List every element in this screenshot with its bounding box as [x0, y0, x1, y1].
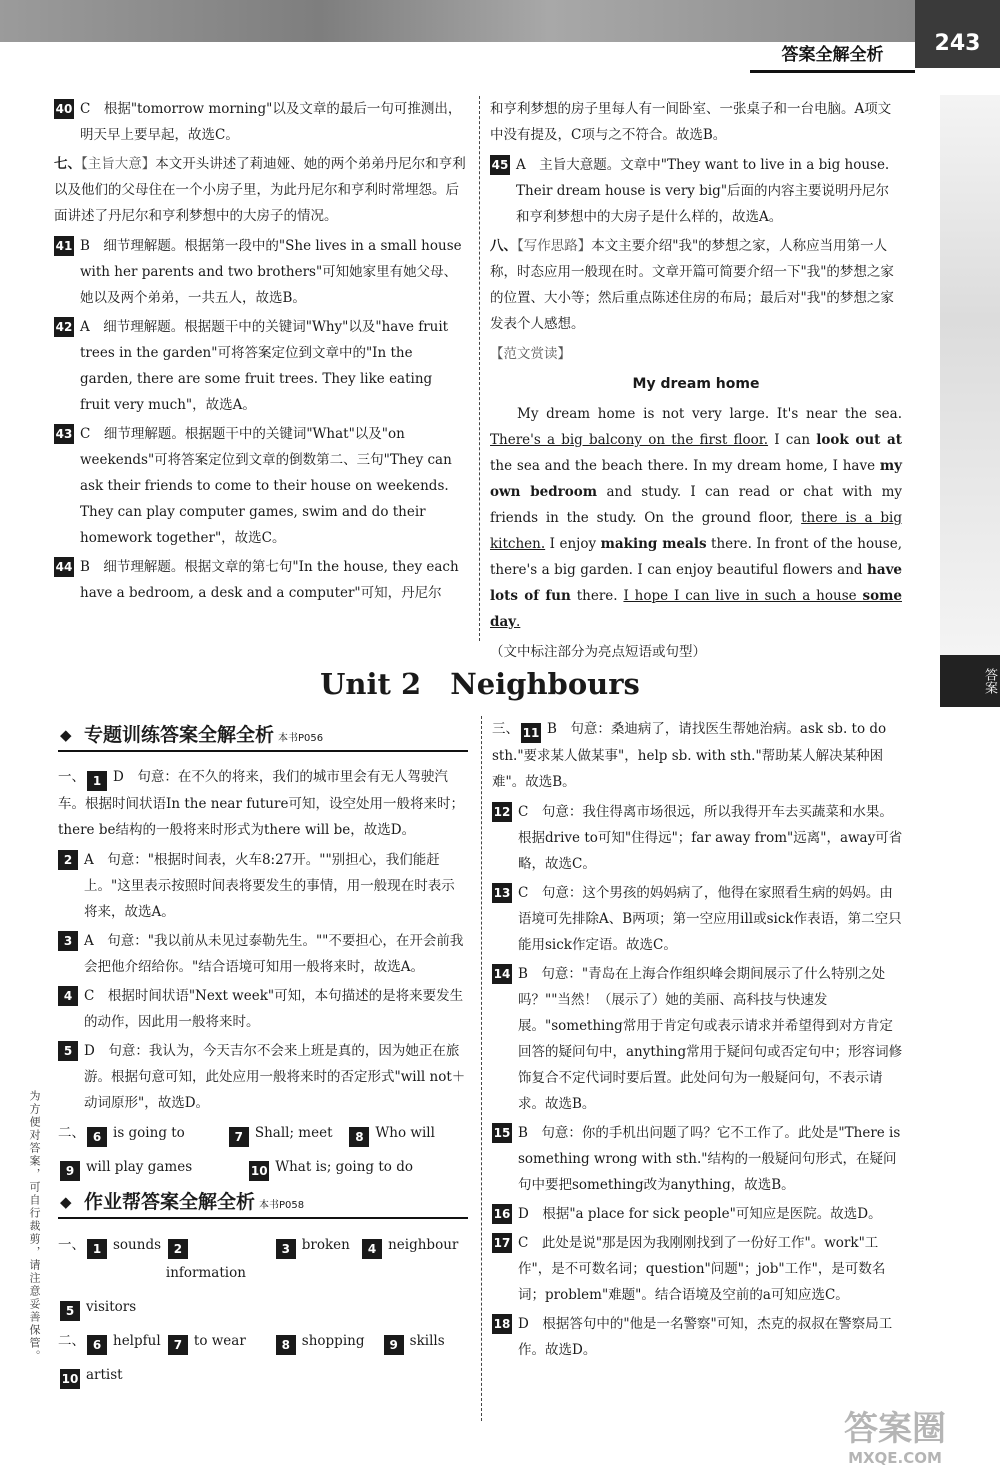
- answer-text: D 句意：在不久的将来，我们的城市里会有无人驾驶汽车。根据时间状语In the near future可知，设空处用一般将来时；there be结构的一般将来时形式为there will be，故选D。: [58, 769, 464, 838]
- answer-item: [58, 983, 468, 1035]
- question-number: 11: [521, 723, 541, 743]
- answer-text: C 细节理解题。根据题干中的关键词"What"以及"on weekends"可将答案定位到文章的倒数第二、三句"They can ask their friends to come to their house on weekends. They can play computer games, swim and do their homework together"，故选C。: [80, 426, 452, 546]
- top-left-column: [54, 96, 466, 609]
- question-number: 5: [58, 1041, 78, 1061]
- column-divider-top: [479, 96, 480, 641]
- watermark-logo: 答案圈: [844, 1409, 946, 1449]
- column-divider-bottom: [481, 716, 482, 1421]
- answer-item: [492, 1201, 904, 1227]
- answer-item: [58, 1038, 468, 1116]
- bottom-right-column: [492, 716, 904, 1366]
- question-number: 15: [492, 1123, 512, 1143]
- answer-continuation: 和亨利梦想的房子里每人有一间卧室、一张桌子和一台电脑。A项文中没有提及，C项与之不符合。故选B。: [490, 101, 892, 143]
- question-number: 16: [492, 1204, 512, 1224]
- answer-text: D 根据答句中的"他是一名警察"可知，杰克的叔叔在警察局工作。故选D。: [518, 1316, 893, 1358]
- answer-item: [492, 1230, 904, 1308]
- answer-text: D 根据"a place for sick people"可知应是医院。故选D。: [518, 1206, 882, 1222]
- page-reference: 本书P056: [278, 733, 324, 744]
- model-essay: My dream home is not very large. It's near the sea. There's a big balcony on the first floor. I can look out at the sea and the beach there. In my dream home, I have my own bedroom and study. I can read or chat with my friends in the study. On the ground floor, there is a big kitchen. I enjoy making meals there. In front of the house, there's a big garden. I can enjoy beautiful flowers and have lots of fun there. I hope I can live in such a house some day.: [490, 406, 903, 630]
- side-decorative-band: [940, 95, 1000, 655]
- section-bar-homework: ◆ 作业帮答案全解全析 本书P058: [58, 1187, 468, 1219]
- top-decorative-strip: [0, 0, 915, 42]
- question-number: 44: [54, 557, 74, 577]
- answer-text: C 此处是说"那是因为我刚刚找到了一份好工作"。work"工作"，是不可数名词；question"问题"；job"工作"，是可数名词；problem"难题"。结合语境及空前的a可知应选C。: [518, 1235, 886, 1303]
- answer-text: B 句意："青岛在上海合作组织峰会期间展示了什么特别之处吗？""当然！（展示了）她的美丽、高科技与快速发展。"something常用于肯定句或表示请求并希望得到对方肯定回答的疑问句中，anything常用于疑问句或否定句中；形容词修饰复合不定代词时要后置。此处问句为一般疑问句，不表示请求。故选B。: [518, 966, 903, 1112]
- page-reference: 本书P058: [259, 1200, 305, 1211]
- answer-item: [492, 1311, 904, 1363]
- question-number: 13: [492, 883, 512, 903]
- section-header-label: 答案全解全析: [750, 42, 915, 73]
- essay-title: My dream home: [632, 376, 760, 392]
- answer-item: [492, 880, 904, 958]
- question-number: 45: [490, 155, 510, 175]
- diamond-icon: ◆: [60, 1193, 72, 1211]
- watermark-url: MXQE.COM: [848, 1449, 942, 1467]
- answer-item: 三、 11 B 句意：桑迪病了，请找医生帮她治病。ask sb. to do sth."要求某人做某事"，help sb. with sth."帮助某人解决某种困难"。故选B。: [492, 721, 887, 790]
- cutting-side-note: 为方便对答案，可自行裁剪，请注意妥善保管。: [28, 1090, 41, 1363]
- answer-text: C 句意：这个男孩的妈妈病了，他得在家照看生病的妈妈。由语境可先排除A、B两项；第一空应用ill或sick作表语，第二空只能用sick作定语。故选C。: [518, 885, 902, 953]
- answer-text: B 句意：你的手机出问题了吗？它不工作了。此处是"There is something wrong with sth."结构的一般疑问句形式，在疑问句中要把something改为anything，故选B。: [518, 1125, 901, 1193]
- side-tab-answers: 答案: [940, 655, 1000, 707]
- answer-item: 一、 1 D 句意：在不久的将来，我们的城市里会有无人驾驶汽车。根据时间状语In the near future可知，设空处用一般将来时；there be结构的一般将来时形式为there will be，故选D。: [58, 769, 464, 838]
- answer-item: [54, 96, 466, 148]
- tag-main-idea: 【主旨大意】: [81, 156, 156, 172]
- answer-text: C 根据时间状语"Next week"可知，本句描述的是将来要发生的动作，因此用一般将来时。: [84, 988, 464, 1030]
- answer-item: [492, 961, 904, 1117]
- answer-item: [54, 421, 466, 551]
- answer-item: [54, 314, 466, 418]
- question-number: 14: [492, 964, 512, 984]
- tag-model-essay: 【范文赏读】: [490, 346, 571, 362]
- section-bar-special-training: ◆ 专题训练答案全解全析 本书P056: [58, 720, 468, 752]
- answer-text: A 句意："我以前从未见过泰勒先生。""不要担心，在开会前我会把他介绍给你。"结合语境可知用一般将来时，故选A。: [84, 933, 464, 975]
- fill-in-row: 9 will play games 10 What is; going to do: [58, 1153, 468, 1181]
- section-seven: 七、【主旨大意】本文开头讲述了莉迪娅、她的两个弟弟丹尼尔和亨利以及他们的父母住在一个小房子里，为此丹尼尔和亨利时常埋怨。后面讲述了丹尼尔和亨利梦想中的大房子的情况。: [54, 156, 466, 224]
- answer-item: [54, 554, 466, 606]
- answer-item: [58, 847, 468, 925]
- answer-text: C 根据"tomorrow morning"以及文章的最后一句可推测出，明天早上要早起，故选C。: [80, 101, 462, 143]
- fill-in-row: 二、 6 is going to 7 Shall; meet 8 Who will: [58, 1119, 468, 1147]
- answer-text: A 主旨大意题。文章中"They want to live in a big house. Their dream house is very big"后面的内容主要说明丹尼尔和亨利梦想中的大房子是什么样的，故选A。: [516, 157, 890, 225]
- answer-text: 本文主要介绍"我"的梦想之家，人称应当用第一人称，时态应用一般现在时。文章开篇可简要介绍一下"我"的梦想之家的位置、大小等；然后重点陈述住房的布局；最后对"我"的梦想之家发表个人感想。: [490, 238, 894, 332]
- answer-text: 本文开头讲述了莉迪娅、她的两个弟弟丹尼尔和亨利以及他们的父母住在一个小房子里，为此丹尼尔和亨利时常埋怨。后面讲述了丹尼尔和亨利梦想中的大房子的情况。: [54, 156, 466, 224]
- answer-text: A 细节理解题。根据题干中的关键词"Why"以及"have fruit trees in the garden"可将答案定位到文章中的"In the garden, there are some fruit trees. They like eating fruit very much"，故选A。: [80, 319, 449, 413]
- answer-text: B 细节理解题。根据第一段中的"She lives in a small house with her parents and two brothers"可知她家里有她父母、她以及两个弟弟，一共五人，故选B。: [80, 238, 462, 306]
- answer-text: B 细节理解题。根据文章的第七句"In the house, they each have a bedroom, a desk and a computer"可知，丹尼尔: [80, 559, 459, 601]
- question-number: 1: [87, 771, 107, 791]
- diamond-icon: ◆: [60, 726, 72, 744]
- word-row: 二、 6 helpful 7 to wear 8 shopping 9 skills: [58, 1327, 468, 1355]
- answer-text: C 句意：我住得离市场很远，所以我得开车去买蔬菜和水果。根据drive to可知"住得远"；far away from"远离"，away可省略，故选C。: [518, 804, 903, 872]
- answer-text: D 句意：我认为，今天吉尔不会来上班是真的，因为她正在旅游。根据句意可知，此处应用一般将来时的否定形式"will not＋动词原形"，故选D。: [84, 1043, 466, 1111]
- word-row: 一、 1 sounds 2information 3 broken 4 neighbour: [58, 1237, 459, 1281]
- question-number: 43: [54, 424, 74, 444]
- word-row: 10 artist: [58, 1361, 468, 1389]
- question-number: 17: [492, 1233, 512, 1253]
- section-eight: 八、【写作思路】本文主要介绍"我"的梦想之家，人称应当用第一人称，时态应用一般现在时。文章开篇可简要介绍一下"我"的梦想之家的位置、大小等；然后重点陈述住房的布局；最后对"我"的梦想之家发表个人感想。: [490, 238, 894, 332]
- answer-item: [58, 928, 468, 980]
- question-number: 3: [58, 931, 78, 951]
- answer-item: [490, 152, 902, 230]
- answer-item: [492, 799, 904, 877]
- site-watermark: [800, 1410, 990, 1470]
- answer-text: B 句意：桑迪病了，请找医生帮她治病。ask sb. to do sth."要求某人做某事"，help sb. with sth."帮助某人解决某种困难"。故选B。: [492, 721, 887, 790]
- question-number: 42: [54, 317, 74, 337]
- answer-item: [492, 1120, 904, 1198]
- tag-writing-idea: 【写作思路】: [517, 238, 592, 254]
- top-right-column: [490, 96, 902, 669]
- unit-title: Unit 2 Neighbours: [320, 667, 640, 701]
- answer-item: [54, 233, 466, 311]
- word-row: 5 visitors: [58, 1293, 468, 1321]
- page-number: 243: [915, 0, 1000, 68]
- essay-note: （文中标注部分为亮点短语或句型）: [490, 644, 706, 660]
- question-number: 41: [54, 236, 74, 256]
- question-number: 18: [492, 1314, 512, 1334]
- question-number: 12: [492, 802, 512, 822]
- question-number: 40: [54, 99, 74, 119]
- bottom-left-column: [58, 720, 468, 1395]
- question-number: 4: [58, 986, 78, 1006]
- question-number: 2: [58, 850, 78, 870]
- answer-text: A 句意："根据时间表，火车8:27开。""别担心，我们能赶上。"这里表示按照时间表将要发生的事情，用一般现在时表示将来，故选A。: [84, 852, 455, 920]
